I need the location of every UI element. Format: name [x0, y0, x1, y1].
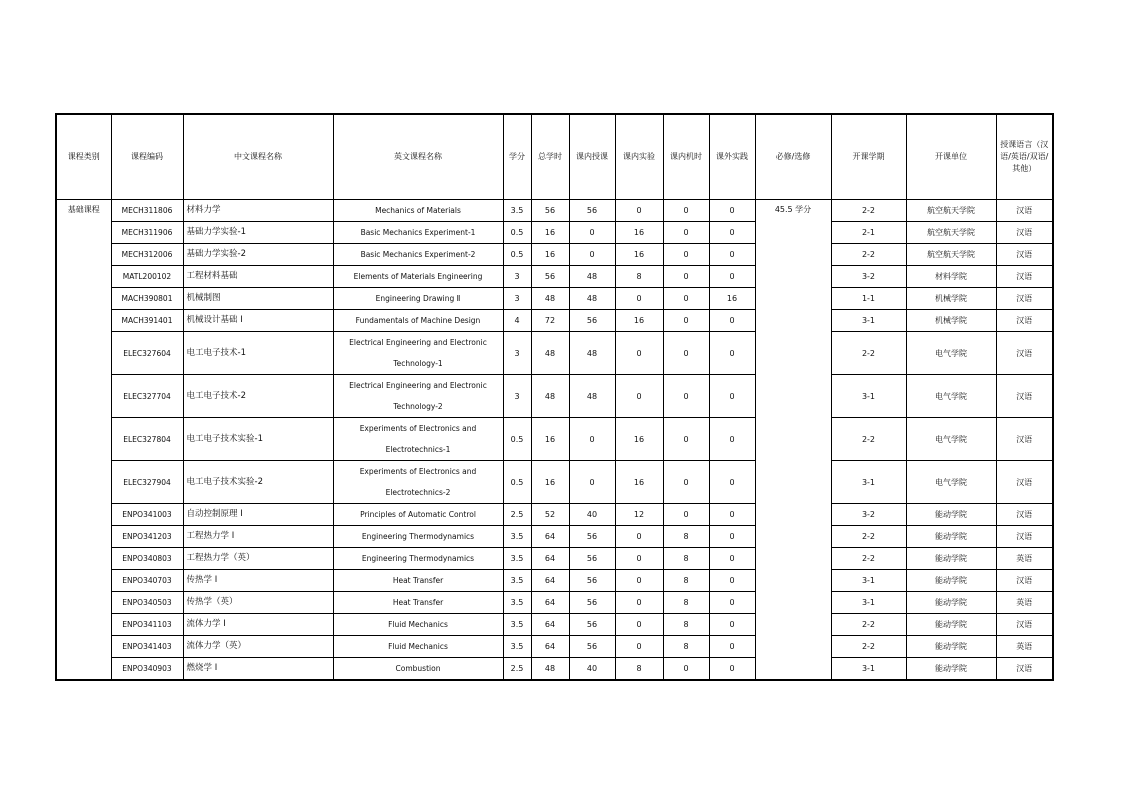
course-code: MECH312006 — [111, 244, 183, 266]
table-row — [56, 614, 1053, 636]
course-en-name: Electrical Engineering and Electronic Technology-2 — [333, 375, 503, 418]
course-unit: 能动学院 — [906, 548, 996, 570]
header-cn-name: 中文课程名称 — [183, 114, 333, 200]
course-hours: 16 — [531, 418, 569, 461]
course-lecture: 56 — [569, 310, 615, 332]
course-credits: 3.5 — [503, 548, 531, 570]
course-en-name: Basic Mechanics Experiment-1 — [333, 222, 503, 244]
course-language: 汉语 — [996, 461, 1053, 504]
course-experiment: 0 — [615, 288, 663, 310]
course-hours: 16 — [531, 461, 569, 504]
course-hours: 16 — [531, 244, 569, 266]
course-practice: 0 — [709, 548, 755, 570]
course-hours: 64 — [531, 614, 569, 636]
course-code: ELEC327904 — [111, 461, 183, 504]
course-semester: 3-2 — [831, 504, 906, 526]
course-hours: 16 — [531, 222, 569, 244]
course-practice: 0 — [709, 526, 755, 548]
course-cn-name: 电工电子技术实验-1 — [183, 418, 333, 461]
course-lecture: 56 — [569, 570, 615, 592]
course-lecture: 0 — [569, 222, 615, 244]
course-code: ELEC327804 — [111, 418, 183, 461]
course-en-name: Fluid Mechanics — [333, 636, 503, 658]
course-en-name: Engineering Drawing Ⅱ — [333, 288, 503, 310]
course-code: ELEC327704 — [111, 375, 183, 418]
course-code: ENPO340503 — [111, 592, 183, 614]
course-credits: 0.5 — [503, 418, 531, 461]
header-required: 必修/选修 — [755, 114, 831, 200]
header-code: 课程编码 — [111, 114, 183, 200]
course-unit: 机械学院 — [906, 310, 996, 332]
table-row — [56, 504, 1053, 526]
header-experiment: 课内实验 — [615, 114, 663, 200]
course-lecture: 0 — [569, 418, 615, 461]
course-computer: 0 — [663, 288, 709, 310]
course-computer: 0 — [663, 310, 709, 332]
course-language: 汉语 — [996, 266, 1053, 288]
header-practice: 课外实践 — [709, 114, 755, 200]
course-unit: 电气学院 — [906, 418, 996, 461]
table-row — [56, 310, 1053, 332]
course-language: 英语 — [996, 548, 1053, 570]
course-credits: 3.5 — [503, 200, 531, 222]
course-en-name: Basic Mechanics Experiment-2 — [333, 244, 503, 266]
course-credits: 0.5 — [503, 244, 531, 266]
table-row — [56, 332, 1053, 375]
course-cn-name: 燃烧学 I — [183, 658, 333, 681]
course-practice: 0 — [709, 244, 755, 266]
course-en-name: Engineering Thermodynamics — [333, 526, 503, 548]
course-unit: 航空航天学院 — [906, 222, 996, 244]
course-practice: 0 — [709, 636, 755, 658]
course-hours: 64 — [531, 570, 569, 592]
course-lecture: 48 — [569, 288, 615, 310]
course-lecture: 56 — [569, 548, 615, 570]
course-cn-name: 电工电子技术-2 — [183, 375, 333, 418]
course-code: ENPO341203 — [111, 526, 183, 548]
course-lecture: 56 — [569, 526, 615, 548]
course-practice: 0 — [709, 614, 755, 636]
course-language: 汉语 — [996, 244, 1053, 266]
course-cn-name: 电工电子技术-1 — [183, 332, 333, 375]
course-semester: 3-1 — [831, 658, 906, 681]
course-cn-name: 材料力学 — [183, 200, 333, 222]
course-cn-name: 自动控制原理 I — [183, 504, 333, 526]
course-practice: 0 — [709, 504, 755, 526]
course-lecture: 56 — [569, 200, 615, 222]
course-lecture: 48 — [569, 266, 615, 288]
course-computer: 8 — [663, 570, 709, 592]
course-hours: 64 — [531, 592, 569, 614]
course-code: MACH390801 — [111, 288, 183, 310]
course-unit: 航空航天学院 — [906, 244, 996, 266]
course-experiment: 16 — [615, 461, 663, 504]
course-computer: 0 — [663, 244, 709, 266]
course-unit: 机械学院 — [906, 288, 996, 310]
course-language: 汉语 — [996, 614, 1053, 636]
course-credits: 3 — [503, 332, 531, 375]
course-code: ENPO341403 — [111, 636, 183, 658]
course-cn-name: 工程热力学 I — [183, 526, 333, 548]
table-row — [56, 548, 1053, 570]
course-unit: 能动学院 — [906, 636, 996, 658]
course-semester: 2-2 — [831, 548, 906, 570]
course-code: MACH391401 — [111, 310, 183, 332]
course-language: 汉语 — [996, 288, 1053, 310]
course-computer: 0 — [663, 461, 709, 504]
course-hours: 64 — [531, 526, 569, 548]
course-unit: 能动学院 — [906, 658, 996, 681]
course-en-name: Principles of Automatic Control — [333, 504, 503, 526]
course-hours: 72 — [531, 310, 569, 332]
course-unit: 能动学院 — [906, 614, 996, 636]
course-computer: 0 — [663, 658, 709, 681]
course-semester: 1-1 — [831, 288, 906, 310]
course-computer: 8 — [663, 548, 709, 570]
course-practice: 0 — [709, 592, 755, 614]
course-language: 汉语 — [996, 310, 1053, 332]
course-language: 汉语 — [996, 375, 1053, 418]
course-semester: 3-1 — [831, 375, 906, 418]
course-hours: 48 — [531, 288, 569, 310]
course-en-name: Mechanics of Materials — [333, 200, 503, 222]
course-practice: 0 — [709, 418, 755, 461]
course-unit: 能动学院 — [906, 592, 996, 614]
course-credits: 3.5 — [503, 526, 531, 548]
table-row — [56, 418, 1053, 461]
header-row — [56, 114, 1053, 200]
course-hours: 64 — [531, 548, 569, 570]
course-cn-name: 工程材料基础 — [183, 266, 333, 288]
course-en-name: Experiments of Electronics and Electrotechnics-1 — [333, 418, 503, 461]
course-semester: 2-2 — [831, 200, 906, 222]
course-hours: 48 — [531, 658, 569, 681]
course-code: ENPO341103 — [111, 614, 183, 636]
course-code: MECH311906 — [111, 222, 183, 244]
course-computer: 0 — [663, 375, 709, 418]
course-language: 汉语 — [996, 418, 1053, 461]
course-en-name: Heat Transfer — [333, 570, 503, 592]
course-lecture: 56 — [569, 636, 615, 658]
course-hours: 52 — [531, 504, 569, 526]
course-unit: 材料学院 — [906, 266, 996, 288]
header-language: 授课语言（汉语/英语/双语/其他） — [996, 114, 1053, 200]
course-en-name: Elements of Materials Engineering — [333, 266, 503, 288]
course-practice: 0 — [709, 266, 755, 288]
course-credits: 0.5 — [503, 222, 531, 244]
course-semester: 2-2 — [831, 636, 906, 658]
course-experiment: 0 — [615, 332, 663, 375]
course-credits: 3 — [503, 288, 531, 310]
course-code: ENPO340903 — [111, 658, 183, 681]
course-computer: 0 — [663, 222, 709, 244]
course-experiment: 8 — [615, 266, 663, 288]
course-code: ELEC327604 — [111, 332, 183, 375]
course-computer: 8 — [663, 636, 709, 658]
course-code: ENPO340703 — [111, 570, 183, 592]
course-language: 汉语 — [996, 526, 1053, 548]
course-unit: 电气学院 — [906, 332, 996, 375]
course-experiment: 8 — [615, 658, 663, 681]
course-en-name: Engineering Thermodynamics — [333, 548, 503, 570]
course-experiment: 16 — [615, 418, 663, 461]
course-unit: 电气学院 — [906, 375, 996, 418]
course-en-name: Electrical Engineering and Electronic Technology-1 — [333, 332, 503, 375]
table-row — [56, 266, 1053, 288]
course-semester: 3-2 — [831, 266, 906, 288]
course-credits: 4 — [503, 310, 531, 332]
course-hours: 64 — [531, 636, 569, 658]
course-credits: 0.5 — [503, 461, 531, 504]
course-body — [56, 200, 1053, 681]
table-row — [56, 592, 1053, 614]
course-computer: 8 — [663, 592, 709, 614]
course-en-name: Combustion — [333, 658, 503, 681]
course-semester: 2-2 — [831, 244, 906, 266]
table-row — [56, 200, 1053, 222]
course-cn-name: 基础力学实验-2 — [183, 244, 333, 266]
course-semester: 2-2 — [831, 614, 906, 636]
course-cn-name: 基础力学实验-1 — [183, 222, 333, 244]
course-hours: 48 — [531, 375, 569, 418]
table-row — [56, 288, 1053, 310]
course-unit: 电气学院 — [906, 461, 996, 504]
course-code: ENPO340803 — [111, 548, 183, 570]
course-computer: 8 — [663, 614, 709, 636]
course-experiment: 0 — [615, 375, 663, 418]
course-experiment: 0 — [615, 526, 663, 548]
table-row — [56, 636, 1053, 658]
course-language: 汉语 — [996, 332, 1053, 375]
course-lecture: 48 — [569, 375, 615, 418]
course-credits: 3.5 — [503, 592, 531, 614]
course-hours: 56 — [531, 266, 569, 288]
course-computer: 0 — [663, 332, 709, 375]
course-language: 汉语 — [996, 200, 1053, 222]
course-semester: 3-1 — [831, 461, 906, 504]
course-unit: 能动学院 — [906, 526, 996, 548]
course-practice: 0 — [709, 310, 755, 332]
course-computer: 0 — [663, 266, 709, 288]
course-experiment: 0 — [615, 570, 663, 592]
course-practice: 0 — [709, 570, 755, 592]
course-credits: 3.5 — [503, 636, 531, 658]
course-practice: 0 — [709, 658, 755, 681]
course-en-name: Heat Transfer — [333, 592, 503, 614]
header-category: 课程类别 — [56, 114, 111, 200]
course-computer: 8 — [663, 526, 709, 548]
course-lecture: 56 — [569, 614, 615, 636]
course-credits: 2.5 — [503, 504, 531, 526]
course-cn-name: 机械制图 — [183, 288, 333, 310]
course-cn-name: 流体力学 I — [183, 614, 333, 636]
course-credits: 3 — [503, 375, 531, 418]
course-experiment: 0 — [615, 200, 663, 222]
course-semester: 3-1 — [831, 592, 906, 614]
header-unit: 开课单位 — [906, 114, 996, 200]
table-row — [56, 222, 1053, 244]
course-credits: 3.5 — [503, 614, 531, 636]
course-language: 汉语 — [996, 570, 1053, 592]
course-semester: 2-2 — [831, 418, 906, 461]
course-cn-name: 传热学（英） — [183, 592, 333, 614]
course-table — [55, 113, 1054, 681]
course-lecture: 48 — [569, 332, 615, 375]
course-unit: 能动学院 — [906, 570, 996, 592]
course-hours: 56 — [531, 200, 569, 222]
course-hours: 48 — [531, 332, 569, 375]
course-credits: 2.5 — [503, 658, 531, 681]
header-en-name: 英文课程名称 — [333, 114, 503, 200]
course-category: 基础课程 — [56, 200, 111, 681]
course-required-credits: 45.5 学分 — [755, 200, 831, 681]
table-row — [56, 461, 1053, 504]
course-practice: 0 — [709, 222, 755, 244]
course-unit: 航空航天学院 — [906, 200, 996, 222]
header-computer: 课内机时 — [663, 114, 709, 200]
header-lecture: 课内授课 — [569, 114, 615, 200]
table-row — [56, 570, 1053, 592]
course-en-name: Experiments of Electronics and Electrotechnics-2 — [333, 461, 503, 504]
course-semester: 3-1 — [831, 310, 906, 332]
course-lecture: 0 — [569, 244, 615, 266]
course-language: 英语 — [996, 636, 1053, 658]
course-semester: 2-1 — [831, 222, 906, 244]
course-credits: 3 — [503, 266, 531, 288]
course-cn-name: 传热学 I — [183, 570, 333, 592]
course-language: 汉语 — [996, 222, 1053, 244]
course-unit: 能动学院 — [906, 504, 996, 526]
header-semester: 开课学期 — [831, 114, 906, 200]
course-experiment: 0 — [615, 614, 663, 636]
course-computer: 0 — [663, 504, 709, 526]
course-cn-name: 电工电子技术实验-2 — [183, 461, 333, 504]
table-row — [56, 658, 1053, 681]
course-lecture: 56 — [569, 592, 615, 614]
course-semester: 2-2 — [831, 332, 906, 375]
course-practice: 16 — [709, 288, 755, 310]
course-computer: 0 — [663, 200, 709, 222]
course-language: 英语 — [996, 592, 1053, 614]
course-experiment: 0 — [615, 548, 663, 570]
course-credits: 3.5 — [503, 570, 531, 592]
course-cn-name: 工程热力学（英） — [183, 548, 333, 570]
course-lecture: 40 — [569, 658, 615, 681]
course-lecture: 0 — [569, 461, 615, 504]
table-row — [56, 526, 1053, 548]
course-practice: 0 — [709, 332, 755, 375]
course-practice: 0 — [709, 461, 755, 504]
course-experiment: 0 — [615, 636, 663, 658]
course-cn-name: 机械设计基础 I — [183, 310, 333, 332]
course-en-name: Fundamentals of Machine Design — [333, 310, 503, 332]
course-practice: 0 — [709, 200, 755, 222]
course-experiment: 12 — [615, 504, 663, 526]
course-en-name: Fluid Mechanics — [333, 614, 503, 636]
course-experiment: 16 — [615, 310, 663, 332]
course-lecture: 40 — [569, 504, 615, 526]
course-cn-name: 流体力学（英） — [183, 636, 333, 658]
table-row — [56, 244, 1053, 266]
course-code: MATL200102 — [111, 266, 183, 288]
course-code: MECH311806 — [111, 200, 183, 222]
header-credits: 学分 — [503, 114, 531, 200]
course-language: 汉语 — [996, 504, 1053, 526]
course-experiment: 16 — [615, 222, 663, 244]
course-semester: 3-1 — [831, 570, 906, 592]
course-semester: 2-2 — [831, 526, 906, 548]
header-hours: 总学时 — [531, 114, 569, 200]
course-experiment: 0 — [615, 592, 663, 614]
course-computer: 0 — [663, 418, 709, 461]
course-experiment: 16 — [615, 244, 663, 266]
table-row — [56, 375, 1053, 418]
course-language: 汉语 — [996, 658, 1053, 681]
course-code: ENPO341003 — [111, 504, 183, 526]
course-practice: 0 — [709, 375, 755, 418]
